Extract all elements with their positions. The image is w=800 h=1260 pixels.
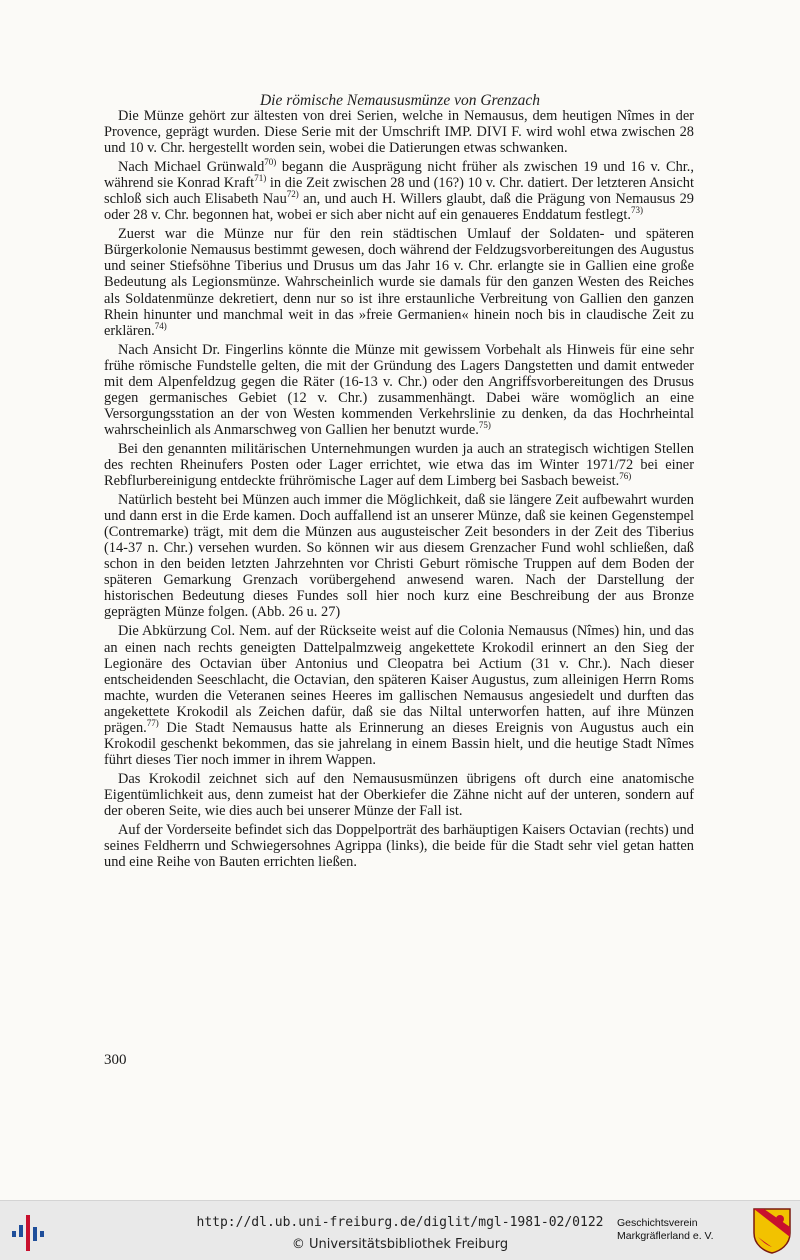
footer-bar xyxy=(0,1200,800,1260)
paragraph-text: Zuerst war die Münze nur für den rein städtischen Umlauf der Soldaten- und späteren Bürgerkolonie Nemausus bestimmt gewesen, doch während der Feldzugsvorbereitungen des Augustus und seiner Stiefsöhne Tiberius und Drusus um das Jahr 16 v. Chr. erlangte sie in Gallien eine große Bedeutung als Legionsmünze. Wahrscheinlich wurde sie damals für den ganzen Westen des Reiches als Soldatenmünze dekretiert, denn nur so ist ihre erstaunliche Verbreitung von Gallien den ganzen Rhein hinunter und manchmal weit in das »freie Germanien« hinein noch bis in claudische Zeit zu erklären. xyxy=(104,226,694,339)
paragraph-text: an, und auch H. Willers glaubt, daß die Prägung von Nemausus 29 oder 28 v. Chr. begonnen hat, wobei er sich aber nicht auf ein genaueres Enddatum festlegt. xyxy=(104,191,694,224)
society-line-1: Geschichtsverein xyxy=(617,1217,698,1229)
paragraph xyxy=(104,159,694,223)
paragraph xyxy=(104,822,694,870)
body-text xyxy=(104,108,694,873)
paragraph xyxy=(104,623,694,767)
paragraph xyxy=(104,771,694,819)
footnote-ref: 72) xyxy=(286,189,299,200)
footnote-ref: 74) xyxy=(154,320,167,331)
paragraph-text: Die Abkürzung Col. Nem. auf der Rückseite weist auf die Colonia Nemausus (Nîmes) hin, und das an einen nach rechts geneigten Dattelpalmzweig angekettete Krokodil erinnert an den Sieg der Legionäre des Octavian über Antonius und Cleopatra bei Actium (31 v. Chr.). Nach dieser entscheidenden Seeschlacht, die Octavian, den späteren Kaiser Augustus, zum alleinigen Herrn Roms machte, wurden die Veteranen seines Heeres im gallischen Nemausus angesiedelt und durften das angekettete Krokodil als Zeichen dafür, daß sie das Niltal unterworfen hatten, auf ihre Münzen prägen. xyxy=(104,623,694,736)
footnote-ref: 73) xyxy=(630,205,643,216)
paragraph-text: begann die Ausprägung nicht früher als zwischen 19 und 16 v. Chr., während sie Konrad Kraft xyxy=(104,159,694,192)
paragraph-text: Nach Ansicht Dr. Fingerlins könnte die Münze mit gewissem Vorbehalt als Hinweis für eine sehr frühe römische Fundstelle gelten, die mit der Gründung des Lagers Dangstetten und damit entweder mit dem Alpenfeldzug gegen die Räter (16-13 v. Chr.) oder den Angriffsvorbereitungen des Drusus gegen germanisches Gebiet (12 v. Chr.) zusammenhängt. Dabei wäre womöglich an eine Versorgungsstation an der von Westen kommenden Verkehrslinie zu denken, da das Hochrheintal wahrscheinlich als Anmarschweg von Gallien her benutzt wurde. xyxy=(104,341,694,438)
footnote-ref: 71) xyxy=(254,173,267,184)
paragraph-text: Auf der Vorderseite befindet sich das Doppelporträt des barhäuptigen Kaisers Octavian (rechts) und seines Feldherrn und Schwiegersohnes Agrippa (links), die beide für die Stadt sehr viel getan hatten und eine Reihe von Bauten errichten ließen. xyxy=(104,822,694,871)
footnote-ref: 70) xyxy=(264,157,277,168)
paragraph-text: Die Stadt Nemausus hatte als Erinnerung an dieses Ereignis von Augustus auch ein Krokodil geschenkt bekommen, das sie jahrelang in einem Bassin hielt, und die heutige Stadt Nîmes führt dieses Tier noch immer in ihrem Wappen. xyxy=(104,719,694,768)
paragraph xyxy=(104,492,694,620)
copyright-notice: © Universitätsbibliothek Freiburg xyxy=(291,1237,509,1252)
footnote-ref: 76) xyxy=(619,471,632,482)
society-line-2: Markgräflerland e. V. xyxy=(617,1230,714,1242)
paragraph xyxy=(104,226,694,338)
footnote-ref: 75) xyxy=(478,420,491,431)
paragraph xyxy=(104,342,694,438)
paragraph xyxy=(104,441,694,489)
society-name xyxy=(617,1217,747,1243)
paragraph-text: Die Münze gehört zur ältesten von drei Serien, welche in Nemausus, dem heutigen Nîmes in der Provence, geprägt wurden. Diese Serie mit der Umschrift IMP. DIVI F. wird wohl etwa zwischen 28 und 10 v. Chr. hergestellt worden sein, wobei die Datierungen etwas schwanken. xyxy=(104,108,694,157)
paragraph-text: Nach Michael Grünwald xyxy=(118,159,265,176)
paragraph-text: in die Zeit zwischen 28 und (16?) 10 v. Chr. datiert. Der letzteren Ansicht schloß sich auch Elisabeth Nau xyxy=(104,175,694,208)
paragraph xyxy=(104,108,694,156)
footnote-ref: 77) xyxy=(146,717,159,728)
document-url-link[interactable]: http://dl.ub.uni-freiburg.de/diglit/mgl-1981-02/0122 xyxy=(196,1215,604,1230)
page-number: 300 xyxy=(104,1052,127,1068)
paragraph-text: Das Krokodil zeichnet sich auf den Nemaususmünzen übrigens oft durch eine anatomische Eigentümlichkeit aus, denn zumeist hat der Oberkiefer die Zähne nicht auf der unteren, sondern auf der oberen Seite, wie dies auch bei unserer Münze der Fall ist. xyxy=(104,770,694,819)
paragraph-text: Bei den genannten militärischen Unternehmungen wurden ja auch an strategisch wichtigen Stellen des rechten Rheinufers Posten oder Lager errichtet, wie etwa das im Winter 1971/72 bei einer Rebflurbereinigung entdeckte frührömische Lager auf dem Limberg bei Sasbach beweist. xyxy=(104,440,694,490)
running-head: Die römische Nemaususmünze von Grenzach xyxy=(259,92,541,109)
coat-of-arms-icon xyxy=(752,1207,792,1255)
paragraph-text: Natürlich besteht bei Münzen auch immer die Möglichkeit, daß sie längere Zeit aufbewahrt wurden und dann erst in die Erde kamen. Doch auffallend ist an unserer Münze, daß sie keinen Gegenstempel (Contremarke) trägt, mit dem die Münzen aus augusteischer Zeit besonders in der Zeit des Tiberius (14-37 n. Chr.) versehen wurden. So können wir aus diesem Grenzacher Fund wohl schließen, daß schon in den beiden letzten Jahrzehnten vor Christi Geburt römische Truppen auf dem Boden der späteren Gemarkung Grenzach vorübergehend anwesend waren. Nach der Darstellung der historischen Bedeutung dieses Fundes soll hier noch kurz eine Beschreibung der aus Bronze geprägten Münze folgen. (Abb. 26 u. 27) xyxy=(104,492,694,621)
